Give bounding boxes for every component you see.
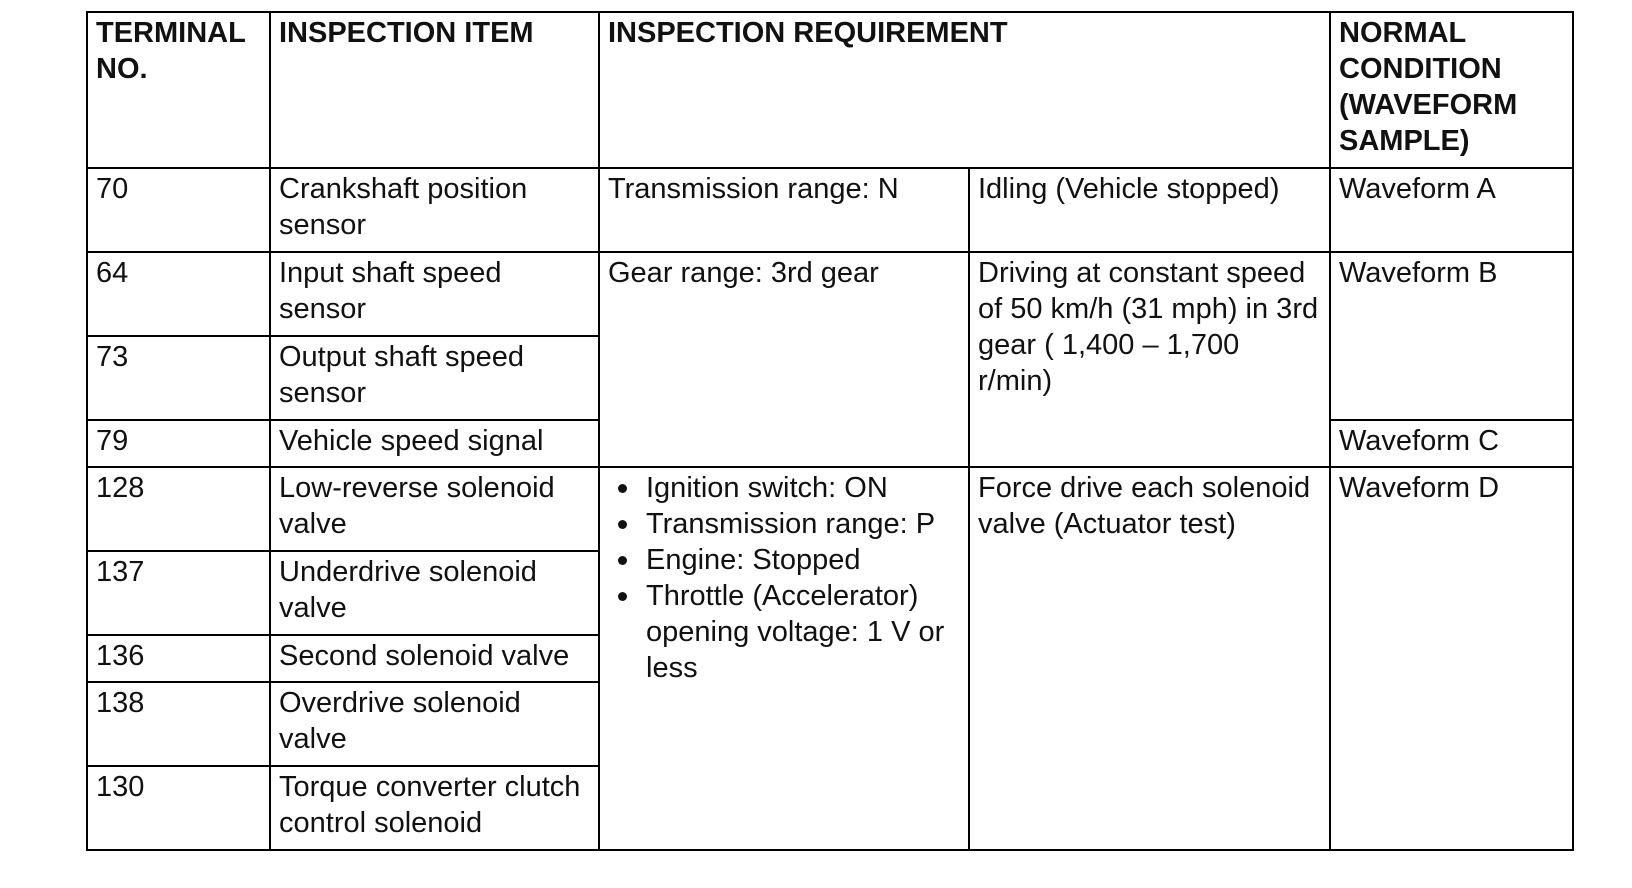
terminal-cell: 136	[87, 635, 270, 682]
inspection-item-cell: Input shaft speed sensor	[270, 252, 599, 336]
normal-condition-cell: Waveform D	[1330, 467, 1573, 850]
inspection-item-cell: Output shaft speed sensor	[270, 336, 599, 420]
header-row	[87, 12, 1573, 168]
terminal-cell: 137	[87, 551, 270, 635]
requirement-condition-cell: Transmission range: N	[599, 168, 969, 252]
terminal-cell: 64	[87, 252, 270, 336]
condition-list-item: Throttle (Accelerator) opening voltage: 1 V or less	[646, 578, 960, 686]
condition-list-item: Transmission range: P	[646, 506, 960, 542]
inspection-item-cell: Underdrive solenoid valve	[270, 551, 599, 635]
requirement-condition-cell	[599, 467, 969, 850]
inspection-item-cell: Overdrive solenoid valve	[270, 682, 599, 766]
header-inspection-item: INSPECTION ITEM	[270, 12, 599, 168]
normal-condition-cell: Waveform A	[1330, 168, 1573, 252]
table-row	[87, 168, 1573, 252]
normal-condition-cell: Waveform C	[1330, 420, 1573, 467]
terminal-cell: 70	[87, 168, 270, 252]
inspection-item-cell: Low-reverse solenoid valve	[270, 467, 599, 551]
condition-list-item: Ignition switch: ON	[646, 470, 960, 506]
inspection-item-cell: Torque converter clutch control solenoid	[270, 766, 599, 850]
condition-list	[608, 470, 960, 686]
requirement-detail-cell: Idling (Vehicle stopped)	[969, 168, 1330, 252]
terminal-cell: 73	[87, 336, 270, 420]
inspection-item-cell: Vehicle speed signal	[270, 420, 599, 467]
inspection-item-cell: Second solenoid valve	[270, 635, 599, 682]
header-terminal-no: TERMINAL NO.	[87, 12, 270, 168]
normal-condition-cell: Waveform B	[1330, 252, 1573, 420]
inspection-item-cell: Crankshaft position sensor	[270, 168, 599, 252]
table-row	[87, 467, 1573, 551]
waveform-inspection-table	[86, 11, 1574, 851]
header-inspection-requirement: INSPECTION REQUIREMENT	[599, 12, 1330, 168]
terminal-cell: 79	[87, 420, 270, 467]
header-normal-condition: NORMAL CONDITION (WAVEFORM SAMPLE)	[1330, 12, 1573, 168]
requirement-detail-cell: Driving at constant speed of 50 km/h (31 mph) in 3rd gear ( 1,400 – 1,700 r/min)	[969, 252, 1330, 467]
terminal-cell: 130	[87, 766, 270, 850]
table-row	[87, 252, 1573, 336]
terminal-cell: 138	[87, 682, 270, 766]
requirement-condition-cell: Gear range: 3rd gear	[599, 252, 969, 467]
requirement-detail-cell: Force drive each solenoid valve (Actuator test)	[969, 467, 1330, 850]
terminal-cell: 128	[87, 467, 270, 551]
condition-list-item: Engine: Stopped	[646, 542, 960, 578]
